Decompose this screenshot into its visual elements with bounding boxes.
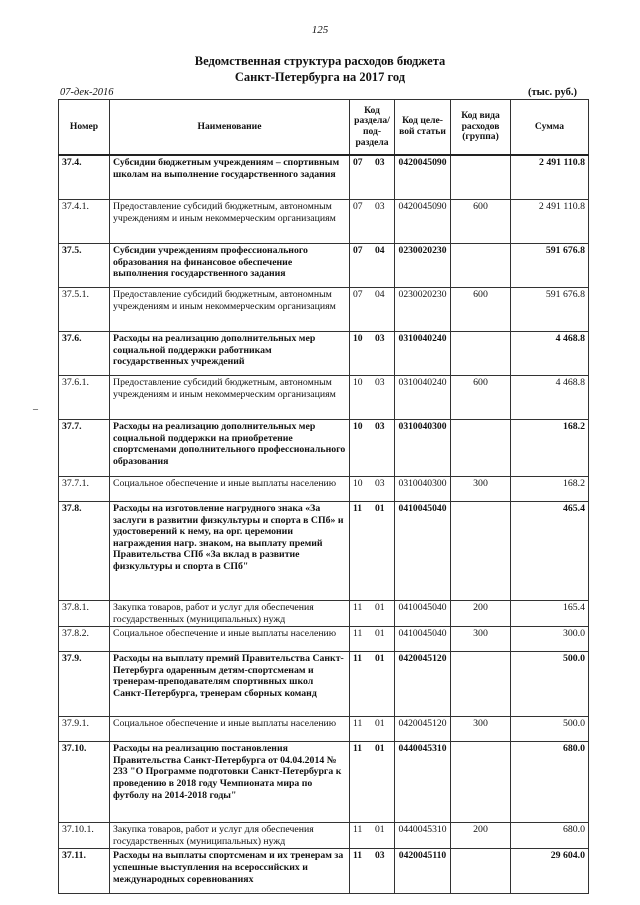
row-number: 37.9.1. xyxy=(59,717,110,742)
row-amount: 29 604.0 xyxy=(511,849,589,894)
header-section-code: Код раздела/ под- раздела xyxy=(350,100,395,156)
row-expense-type: 300 xyxy=(451,717,511,742)
table-body xyxy=(59,155,589,894)
row-section-code xyxy=(350,849,395,894)
row-section-code xyxy=(350,420,395,477)
table-row xyxy=(59,652,589,717)
subsection-code: 01 xyxy=(375,718,385,730)
subsection-code: 03 xyxy=(375,421,385,432)
section-code: 11 xyxy=(353,503,363,514)
row-expense-type xyxy=(451,502,511,601)
row-expense-type: 300 xyxy=(451,627,511,652)
row-number: 37.7. xyxy=(59,420,110,477)
row-expense-type xyxy=(451,244,511,288)
row-section-code xyxy=(350,244,395,288)
row-section-code xyxy=(350,288,395,332)
row-article-code: 0410045040 xyxy=(395,627,451,652)
row-expense-type: 200 xyxy=(451,601,511,627)
row-article-code: 0420045120 xyxy=(395,652,451,717)
title-line-2: Санкт-Петербурга на 2017 год xyxy=(234,70,406,84)
currency-unit: (тыс. руб.) xyxy=(528,87,577,98)
table-row xyxy=(59,627,589,652)
row-number: 37.11. xyxy=(59,849,110,894)
row-amount: 591 676.8 xyxy=(511,244,589,288)
section-code: 11 xyxy=(353,602,363,613)
row-article-code: 0410045040 xyxy=(395,502,451,601)
table-row xyxy=(59,420,589,477)
row-name: Социальное обеспечение и иные выплаты населению xyxy=(110,627,350,652)
row-number: 37.5. xyxy=(59,244,110,288)
section-code: 07 xyxy=(353,157,363,168)
row-article-code: 0230020230 xyxy=(395,288,451,332)
row-amount: 680.0 xyxy=(511,823,589,849)
table-row xyxy=(59,823,589,849)
row-article-code: 0310040240 xyxy=(395,332,451,376)
row-section-code xyxy=(350,200,395,244)
row-number: 37.8.1. xyxy=(59,601,110,627)
row-amount: 2 491 110.8 xyxy=(511,200,589,244)
header-number: Номер xyxy=(59,100,110,156)
subsection-code: 03 xyxy=(375,478,385,489)
row-article-code: 0420045120 xyxy=(395,717,451,742)
row-expense-type xyxy=(451,742,511,823)
page-number: 125 xyxy=(311,24,329,36)
row-name: Социальное обеспечение и иные выплаты населению xyxy=(110,477,350,502)
row-section-code xyxy=(350,627,395,652)
row-expense-type xyxy=(451,652,511,717)
row-name: Субсидии бюджетным учреждениям – спортивным школам на выполнение государственного задания xyxy=(110,155,350,200)
subsection-code: 04 xyxy=(375,245,385,256)
row-expense-type xyxy=(451,849,511,894)
row-amount: 500.0 xyxy=(511,652,589,717)
row-section-code xyxy=(350,502,395,601)
row-article-code: 0420045090 xyxy=(395,200,451,244)
table-row xyxy=(59,477,589,502)
table-row xyxy=(59,502,589,601)
row-section-code xyxy=(350,652,395,717)
row-article-code: 0310040300 xyxy=(395,420,451,477)
subsection-code: 01 xyxy=(375,628,385,640)
row-expense-type xyxy=(451,332,511,376)
row-name: Расходы на изготовление нагрудного знака «За заслуги в развитии физкультуры и спорта в СПб» и удостоверений к нему, на орг. церемонии награждения нагр. знаком, на выплату премий Правительства СПб «За вклад в развитие физкультуры и спорта в СПб" xyxy=(110,502,350,601)
title-line-1: Ведомственная структура расходов бюджета xyxy=(194,54,446,68)
row-number: 37.10. xyxy=(59,742,110,823)
row-number: 37.10.1. xyxy=(59,823,110,849)
row-amount: 165.4 xyxy=(511,601,589,627)
row-amount: 500.0 xyxy=(511,717,589,742)
row-number: 37.4. xyxy=(59,155,110,200)
row-article-code: 0440045310 xyxy=(395,742,451,823)
row-section-code xyxy=(350,155,395,200)
section-code: 11 xyxy=(353,743,363,755)
row-amount: 2 491 110.8 xyxy=(511,155,589,200)
subsection-code: 03 xyxy=(375,850,385,862)
margin-mark: – xyxy=(33,404,38,415)
row-article-code: 0310040300 xyxy=(395,477,451,502)
table-row xyxy=(59,288,589,332)
row-section-code xyxy=(350,823,395,849)
section-code: 07 xyxy=(353,201,363,212)
row-article-code: 0440045310 xyxy=(395,823,451,849)
row-name: Социальное обеспечение и иные выплаты населению xyxy=(110,717,350,742)
row-section-code xyxy=(350,477,395,502)
section-code: 11 xyxy=(353,824,363,836)
row-article-code: 0310040240 xyxy=(395,376,451,420)
row-number: 37.6. xyxy=(59,332,110,376)
row-name: Расходы на реализацию постановления Правительства Санкт-Петербурга от 04.04.2014 № 233 "О Программе подготовки Санкт-Петербурга к проведению в 2018 году Чемпионата мира по футболу на 2014-2018 годы" xyxy=(110,742,350,823)
row-amount: 465.4 xyxy=(511,502,589,601)
subsection-code: 01 xyxy=(375,824,385,836)
row-section-code xyxy=(350,332,395,376)
row-name: Предоставление субсидий бюджетным, автономным учреждениям и иным некоммерческим организациям xyxy=(110,200,350,244)
row-amount: 300.0 xyxy=(511,627,589,652)
subsection-code: 01 xyxy=(375,743,385,755)
document-title xyxy=(0,53,640,85)
subsection-code: 01 xyxy=(375,602,385,613)
header-name: Наименование xyxy=(110,100,350,156)
row-name: Субсидии учреждениям профессионального образования на финансовое обеспечение выполнения государственного задания xyxy=(110,244,350,288)
row-name: Расходы на реализацию дополнительных мер социальной поддержки работникам государственных учреждений xyxy=(110,332,350,376)
row-amount: 4 468.8 xyxy=(511,376,589,420)
row-article-code: 0420045110 xyxy=(395,849,451,894)
table-row xyxy=(59,200,589,244)
row-section-code xyxy=(350,717,395,742)
row-expense-type: 200 xyxy=(451,823,511,849)
subsection-code: 01 xyxy=(375,653,385,665)
header-amount: Сумма xyxy=(511,100,589,156)
row-number: 37.7.1. xyxy=(59,477,110,502)
row-section-code xyxy=(350,742,395,823)
table-row xyxy=(59,742,589,823)
row-amount: 168.2 xyxy=(511,477,589,502)
row-expense-type: 600 xyxy=(451,288,511,332)
row-number: 37.9. xyxy=(59,652,110,717)
header-article-code: Код целе- вой статьи xyxy=(395,100,451,156)
subsection-code: 03 xyxy=(375,377,385,388)
section-code: 10 xyxy=(353,377,363,388)
table-header-row xyxy=(59,100,589,156)
row-section-code xyxy=(350,376,395,420)
section-code: 11 xyxy=(353,850,363,862)
subsection-code: 03 xyxy=(375,333,385,344)
document-date: 07-дек-2016 xyxy=(60,87,114,98)
row-expense-type: 600 xyxy=(451,376,511,420)
row-expense-type: 600 xyxy=(451,200,511,244)
row-article-code: 0420045090 xyxy=(395,155,451,200)
table-row xyxy=(59,332,589,376)
section-code: 11 xyxy=(353,718,363,730)
section-code: 11 xyxy=(353,628,363,640)
row-amount: 4 468.8 xyxy=(511,332,589,376)
table-row xyxy=(59,849,589,894)
row-amount: 591 676.8 xyxy=(511,288,589,332)
row-number: 37.4.1. xyxy=(59,200,110,244)
subsection-code: 03 xyxy=(375,201,385,212)
row-number: 37.6.1. xyxy=(59,376,110,420)
row-expense-type: 300 xyxy=(451,477,511,502)
row-number: 37.5.1. xyxy=(59,288,110,332)
section-code: 07 xyxy=(353,245,363,256)
row-expense-type xyxy=(451,155,511,200)
section-code: 10 xyxy=(353,333,363,344)
row-article-code: 0230020230 xyxy=(395,244,451,288)
header-expense-type: Код вида расходов (группа) xyxy=(451,100,511,156)
subsection-code: 04 xyxy=(375,289,385,300)
row-name: Расходы на выплаты спортсменам и их тренерам за успешные выступления на всероссийских и международных соревнованиях xyxy=(110,849,350,894)
budget-table xyxy=(58,99,589,894)
table-row xyxy=(59,601,589,627)
row-name: Закупка товаров, работ и услуг для обеспечения государственных (муниципальных) нужд xyxy=(110,601,350,627)
row-name: Расходы на реализацию дополнительных мер социальной поддержки на приобретение спортсменами дополнительного профессионального образования xyxy=(110,420,350,477)
subsection-code: 01 xyxy=(375,503,385,514)
row-number: 37.8.2. xyxy=(59,627,110,652)
row-name: Предоставление субсидий бюджетным, автономным учреждениям и иным некоммерческим организациям xyxy=(110,288,350,332)
row-amount: 168.2 xyxy=(511,420,589,477)
section-code: 11 xyxy=(353,653,363,665)
table-row xyxy=(59,244,589,288)
subsection-code: 03 xyxy=(375,157,385,168)
section-code: 10 xyxy=(353,478,363,489)
row-article-code: 0410045040 xyxy=(395,601,451,627)
row-name: Расходы на выплату премий Правительства Санкт-Петербурга одаренным детям-спортсменам и тренерам-преподавателям спортивных школ Санкт-Петербурга, тренерам сборных команд xyxy=(110,652,350,717)
row-name: Предоставление субсидий бюджетным, автономным учреждениям и иным некоммерческим организациям xyxy=(110,376,350,420)
row-expense-type xyxy=(451,420,511,477)
row-name: Закупка товаров, работ и услуг для обеспечения государственных (муниципальных) нужд xyxy=(110,823,350,849)
section-code: 07 xyxy=(353,289,363,300)
row-amount: 680.0 xyxy=(511,742,589,823)
row-section-code xyxy=(350,601,395,627)
section-code: 10 xyxy=(353,421,363,432)
row-number: 37.8. xyxy=(59,502,110,601)
table-row xyxy=(59,717,589,742)
table-row xyxy=(59,155,589,200)
table-row xyxy=(59,376,589,420)
